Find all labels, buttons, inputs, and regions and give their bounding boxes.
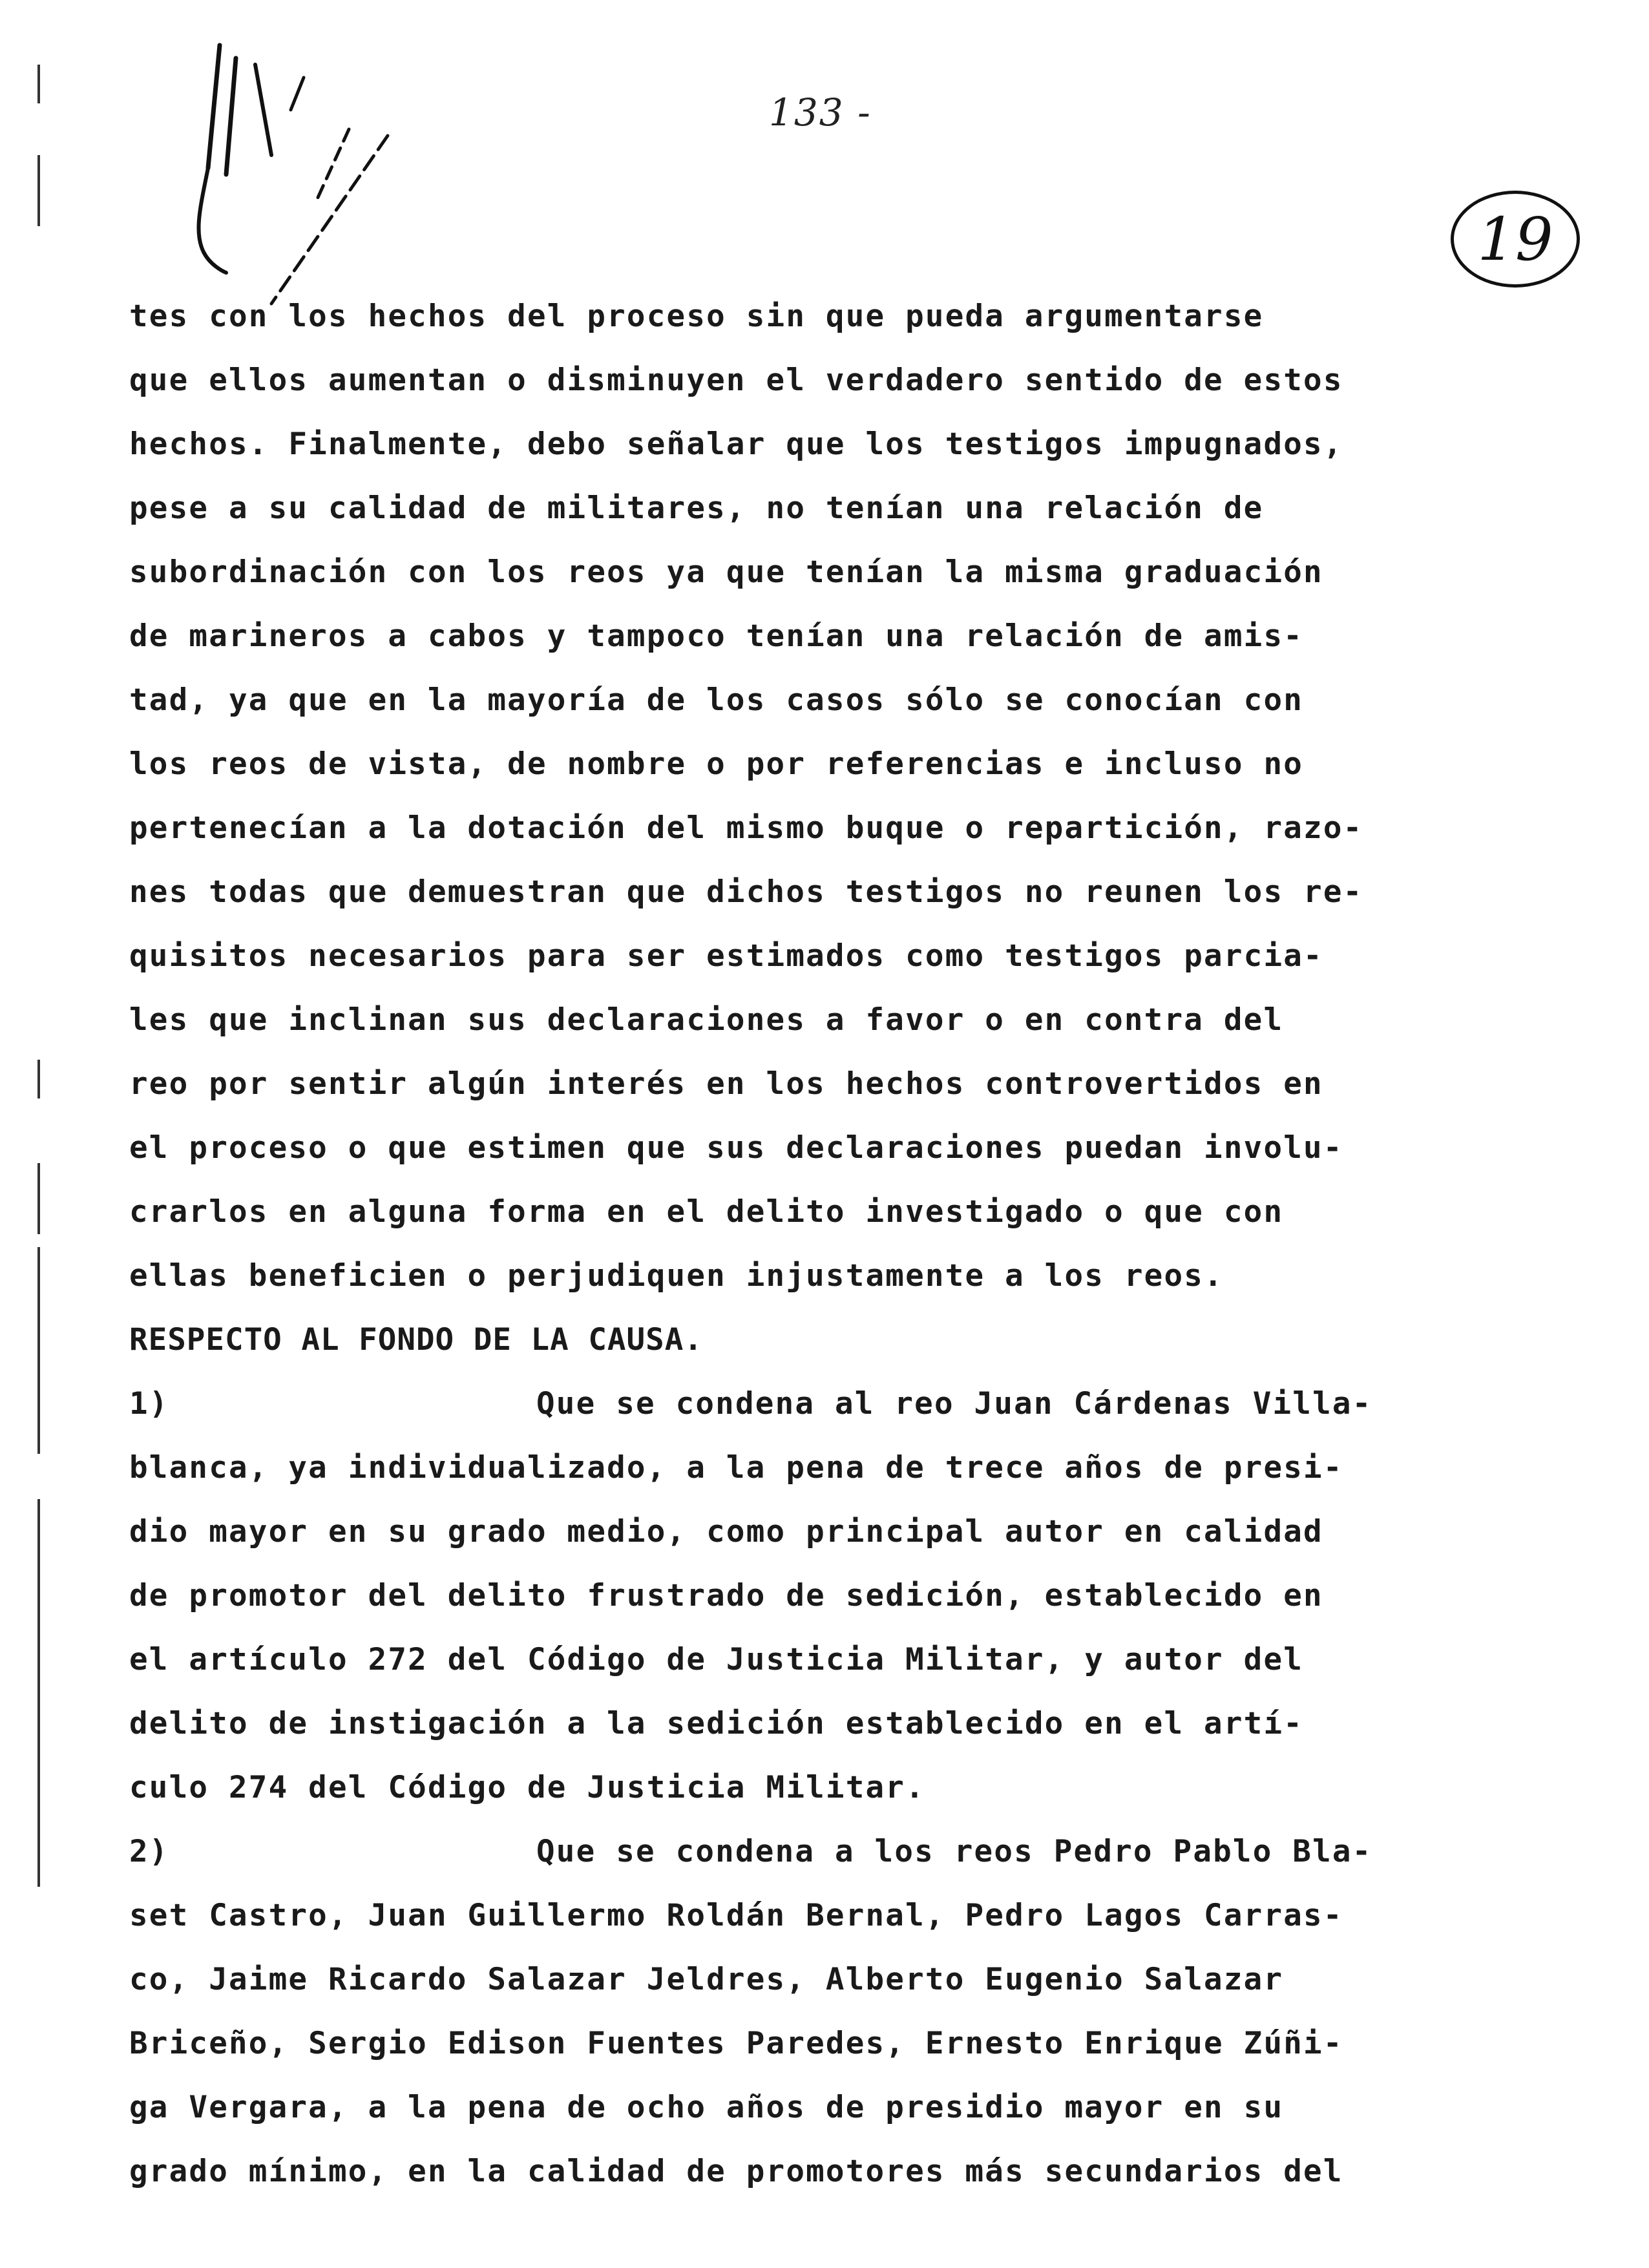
section-heading: RESPECTO AL FONDO DE LA CAUSA.	[129, 1322, 703, 1358]
text-line: blanca, ya individualizado, a la pena de trece años de presi-	[129, 1450, 1343, 1486]
page-number: 133 -	[769, 90, 872, 134]
text-line: tes con los hechos del proceso sin que pueda argumentarse	[129, 299, 1264, 334]
text-line: delito de instigación a la sedición establecido en el artí-	[129, 1706, 1304, 1741]
text-line: quisitos necesarios para ser estimados como testigos parcia-	[129, 938, 1323, 974]
text-line: hechos. Finalmente, debo señalar que los testigos impugnados,	[129, 426, 1343, 462]
margin-binding-marks	[26, 52, 52, 2119]
text-line: tad, ya que en la mayoría de los casos sólo se conocían con	[129, 682, 1304, 718]
numbered-item-2-first-line	[129, 1820, 1512, 1884]
text-line: subordinación con los reos ya que tenían la misma graduación	[129, 554, 1323, 590]
text-line: ga Vergara, a la pena de ocho años de presidio mayor en su	[129, 2090, 1284, 2125]
text-line: pertenecían a la dotación del mismo buque o repartición, razo-	[129, 810, 1363, 846]
numbered-item-1-first-line	[129, 1372, 1512, 1436]
folio-number: 19	[1477, 204, 1553, 274]
text-line: pese a su calidad de militares, no tenían una relación de	[129, 490, 1264, 526]
item-text: Que se condena a los reos Pedro Pablo Bla-	[536, 1834, 1372, 1869]
text-line: de promotor del delito frustrado de sedición, establecido en	[129, 1578, 1323, 1613]
text-line: el proceso o que estimen que sus declaraciones puedan involu-	[129, 1130, 1343, 1166]
item-number: 1)	[129, 1386, 169, 1422]
text-line: crarlos en alguna forma en el delito investigado o que con	[129, 1194, 1284, 1230]
text-line: les que inclinan sus declaraciones a favor o en contra del	[129, 1002, 1284, 1038]
text-line: nes todas que demuestran que dichos testigos no reunen los re-	[129, 874, 1363, 910]
text-line: de marineros a cabos y tampoco tenían una relación de amis-	[129, 618, 1304, 654]
text-line: set Castro, Juan Guillermo Roldán Bernal, Pedro Lagos Carras-	[129, 1898, 1343, 1933]
item-text: Que se condena al reo Juan Cárdenas Villa-	[536, 1386, 1372, 1422]
text-line: Briceño, Sergio Edison Fuentes Paredes, Ernesto Enrique Zúñi-	[129, 2026, 1343, 2061]
text-line: reo por sentir algún interés en los hechos controvertidos en	[129, 1066, 1323, 1102]
text-line: dio mayor en su grado medio, como principal autor en calidad	[129, 1514, 1323, 1549]
text-line: el artículo 272 del Código de Justicia Militar, y autor del	[129, 1642, 1304, 1677]
folio-number-circled	[1451, 191, 1580, 288]
text-line: grado mínimo, en la calidad de promotores más secundarios del	[129, 2154, 1343, 2189]
text-line: ellas beneficien o perjudiquen injustamente a los reos.	[129, 1258, 1224, 1294]
text-line: que ellos aumentan o disminuyen el verdadero sentido de estos	[129, 362, 1343, 398]
handwritten-annotation-mark	[174, 39, 407, 317]
item-number: 2)	[129, 1834, 169, 1869]
text-line: los reos de vista, de nombre o por referencias e incluso no	[129, 746, 1304, 782]
text-line: co, Jaime Ricardo Salazar Jeldres, Alberto Eugenio Salazar	[129, 1962, 1284, 1997]
text-line: culo 274 del Código de Justicia Militar.	[129, 1770, 925, 1805]
document-body	[129, 284, 1512, 2203]
